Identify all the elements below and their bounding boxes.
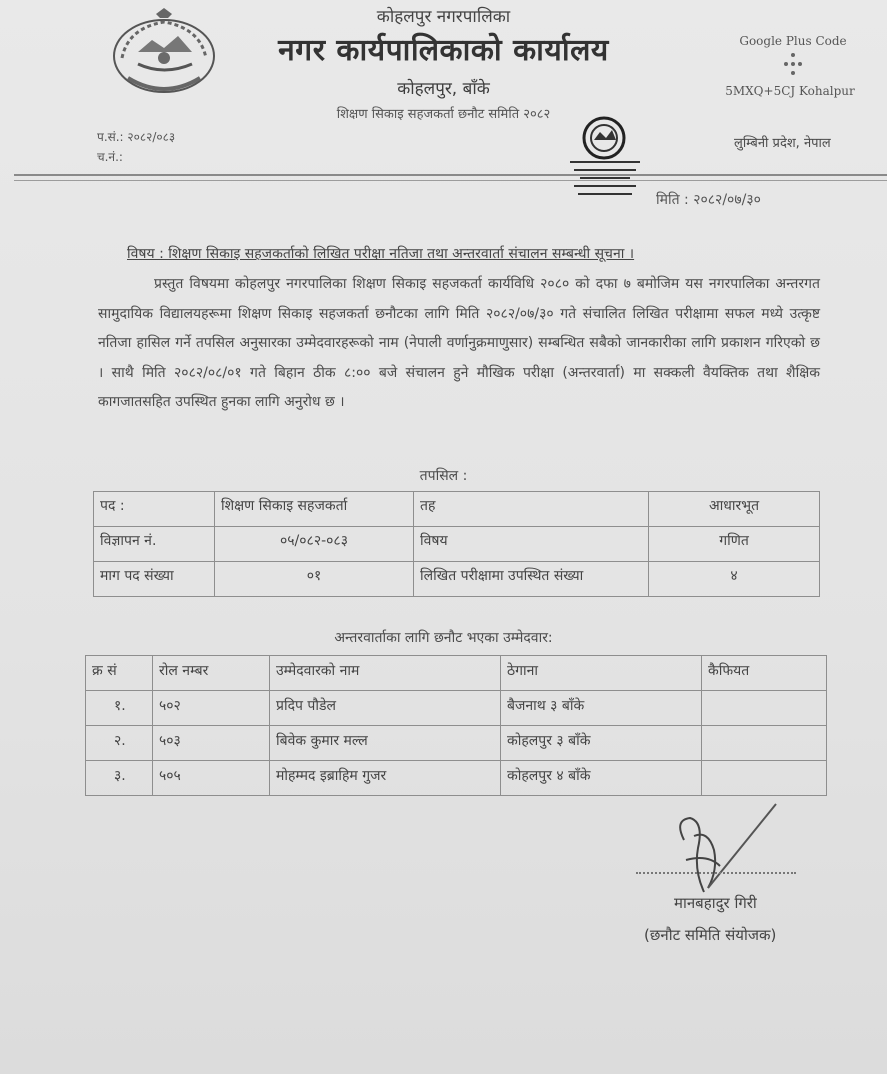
table-cell: गणित — [649, 527, 820, 562]
column-header: ठेगाना — [501, 656, 702, 691]
table-cell: आधारभूत — [649, 492, 820, 527]
table-cell: कोहलपुर ४ बाँके — [501, 761, 702, 796]
column-header: कैफियत — [702, 656, 827, 691]
table-row — [94, 562, 820, 597]
column-header: रोल नम्बर — [153, 656, 270, 691]
table-row — [94, 527, 820, 562]
table-cell: ०१ — [215, 562, 414, 597]
table-cell: १. — [86, 691, 153, 726]
plus-code-label: Google Plus Code — [739, 34, 847, 48]
table-cell: विज्ञापन नं. — [94, 527, 215, 562]
table-cell: बिवेक कुमार मल्ल — [270, 726, 501, 761]
committee-name: शिक्षण सिकाइ सहजकर्ता छनौट समिति २०८२ — [336, 107, 551, 122]
table-cell: प्रदिप पौडेल — [270, 691, 501, 726]
table-row — [86, 726, 827, 761]
table-cell: ५०२ — [153, 691, 270, 726]
signer-name: मानबहादुर गिरी — [674, 894, 757, 912]
notice-date: मिति : २०८२/०७/३० — [656, 192, 761, 208]
table-cell: माग पद संख्या — [94, 562, 215, 597]
table-cell: शिक्षण सिकाइ सहजकर्ता — [215, 492, 414, 527]
office-stamp-icon — [556, 114, 652, 210]
table-cell: तह — [414, 492, 649, 527]
table-cell: मोहम्मद इब्राहिम गुजर — [270, 761, 501, 796]
table-cell — [702, 761, 827, 796]
candidates-heading: अन्तरवार्ताका लागि छनौट भएका उम्मेदवार: — [334, 630, 553, 646]
municipality-name: कोहलपुर नगरपालिका — [376, 7, 511, 27]
candidates-table — [85, 655, 827, 796]
table-cell: २. — [86, 726, 153, 761]
position-info-table — [93, 491, 820, 597]
table-row — [94, 492, 820, 527]
office-address: कोहलपुर, बाँके — [397, 79, 490, 99]
table-cell: लिखित परीक्षामा उपस्थित संख्या — [414, 562, 649, 597]
reference-number: प.सं.: २०८२/०८३ — [97, 130, 176, 144]
column-header: क्र सं — [86, 656, 153, 691]
column-header: उम्मेदवारको नाम — [270, 656, 501, 691]
table-cell: पद : — [94, 492, 215, 527]
table-cell: ५०५ — [153, 761, 270, 796]
notice-subject: विषय : शिक्षण सिकाइ सहजकर्ताको लिखित परीक्षा नतिजा तथा अन्तरवार्ता संचालन सम्बन्धी सूचना । — [127, 246, 635, 262]
table-cell: ०५/०८२-०८३ — [215, 527, 414, 562]
province-name: लुम्बिनी प्रदेश, नेपाल — [734, 136, 831, 151]
table-cell: ४ — [649, 562, 820, 597]
table-cell: बैजनाथ ३ बाँके — [501, 691, 702, 726]
table-cell: विषय — [414, 527, 649, 562]
table-cell: ३. — [86, 761, 153, 796]
signer-title: (छनौट समिति संयोजक) — [644, 926, 777, 944]
table-row — [86, 691, 827, 726]
header-rule — [14, 174, 887, 176]
table-cell — [702, 691, 827, 726]
header-rule-thin — [14, 180, 887, 181]
plus-code-value: 5MXQ+5CJ Kohalpur — [725, 84, 855, 98]
signature-icon — [668, 800, 778, 900]
details-heading: तपसिल : — [419, 468, 468, 484]
table-cell: ५०३ — [153, 726, 270, 761]
table-cell: कोहलपुर ३ बाँके — [501, 726, 702, 761]
plus-code-icon — [778, 52, 808, 76]
dispatch-number: च.नं.: — [97, 150, 123, 164]
table-row — [86, 761, 827, 796]
office-title: नगर कार्यपालिकाको कार्यालय — [278, 33, 609, 68]
signature-line — [636, 872, 796, 874]
notice-body: प्रस्तुत विषयमा कोहलपुर नगरपालिका शिक्षण सिकाइ सहजकर्ता कार्यविधि २०८० को दफा ७ बमोजिम यस नगरपालिका अन्तरगत सामुदायिक विद्यालयहरूमा शिक्षण सिकाइ सहजकर्ता छनौटका लागि मिति २०८२/०७/३० गते संचालित लिखित परीक्षामा सफल मध्ये उत्कृष्ट नतिजा हासिल गर्ने तपसिल अनुसारका उम्मेदवारहरूको नाम (नेपाली वर्णानुक्रमाणुसार) सम्बन्धित सबैको जानकारीका लागि प्रकाशन गरिएको छ । साथै मिति २०८२/०८/०१ गते बिहान ठीक ८:०० बजे संचालन हुने मौखिक परीक्षा (अन्तरवार्ता) मा सक्कली वैयक्तिक तथा शैक्षिक कागजातसहित उपस्थित हुनका लागि अनुरोध छ । — [98, 276, 820, 410]
table-header-row — [86, 656, 827, 691]
table-cell — [702, 726, 827, 761]
